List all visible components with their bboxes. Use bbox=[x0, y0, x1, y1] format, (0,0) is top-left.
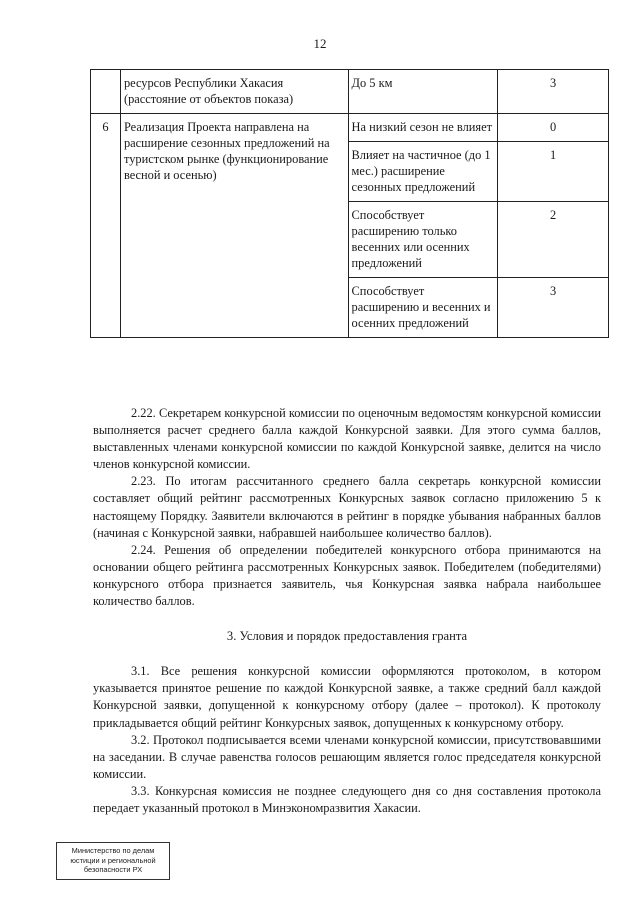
page-number: 12 bbox=[313, 36, 327, 51]
section-3-title: 3. Условия и порядок предоставления гранта bbox=[226, 629, 468, 644]
points-cell: 0 bbox=[498, 114, 609, 142]
criterion-cell: Реализация Проекта направлена на расширение сезонных предложений на туристском рынке (функционирование весной и осенью) bbox=[120, 114, 348, 338]
condition-cell: Влияет на частичное (до 1 мес.) расширение сезонных предложений bbox=[348, 142, 498, 202]
paragraph-2-23: 2.23. По итогам рассчитанного среднего балла секретарь конкурсной комиссии составляет общий рейтинг рассмотренных Конкурсных заявок согласно приложению 5 к настоящему Порядку. Заявители включаются в рейтинг в порядке убывания набранных баллов (начиная с Конкурсной заявки, набравшей наибольшее количество баллов). bbox=[93, 474, 601, 540]
points-cell: 2 bbox=[498, 202, 609, 278]
paragraph-2-24: 2.24. Решения об определении победителей конкурсного отбора принимаются на основании общего рейтинга рассмотренных Конкурсных заявок. Победителем (победителями) конкурсного отбора признается заявитель, чья Конкурсная заявка набрала наибольшее количество баллов. bbox=[93, 542, 601, 609]
row-number bbox=[91, 70, 121, 114]
criterion-cell: ресурсов Республики Хакасия (расстояние от объектов показа) bbox=[120, 70, 348, 114]
table-row bbox=[91, 114, 609, 142]
paragraph-3-2: 3.2. Протокол подписывается всеми членами конкурсной комиссии, присутствовавшими на заседании. В случае равенства голосов решающим является голос председателя конкурсной комиссии. bbox=[93, 732, 601, 781]
condition-cell: Способствует расширению только весенних или осенних предложений bbox=[348, 202, 498, 278]
points-cell: 3 bbox=[498, 278, 609, 338]
body-text bbox=[93, 405, 601, 817]
row-number: 6 bbox=[91, 114, 121, 338]
ministry-stamp bbox=[56, 842, 170, 880]
table-row bbox=[91, 70, 609, 114]
points-cell: 1 bbox=[498, 142, 609, 202]
paragraph-3-1: 3.1. Все решения конкурсной комиссии оформляются протоколом, в котором указывается принятое решение по каждой Конкурсной заявке, а также средний балл каждой Конкурсной заявки, допущенной к конкурсному отбору (далее – протокол). К протоколу прикладывается общий рейтинг Конкурсных заявок, допущенных к конкурсному отбору. bbox=[93, 664, 601, 730]
paragraph-3-3: 3.3. Конкурсная комиссия не позднее следующего дня со дня составления протокола передает указанный протокол в Минэкономразвития Хакасии. bbox=[93, 783, 601, 815]
points-cell: 3 bbox=[498, 70, 609, 114]
condition-cell: На низкий сезон не влияет bbox=[348, 114, 498, 142]
criteria-table bbox=[90, 69, 609, 338]
stamp-line: безопасности РХ bbox=[83, 865, 143, 875]
stamp-line: Министерство по делам bbox=[71, 846, 155, 855]
condition-cell: Способствует расширению и весенних и осенних предложений bbox=[348, 278, 498, 338]
stamp-line: юстиции и региональной bbox=[70, 855, 156, 865]
paragraph-2-22: 2.22. Секретарем конкурсной комиссии по оценочным ведомостям конкурсной комиссии выполняется расчет среднего балла каждой Конкурсной заявки. Для этого сумма баллов, выставленных членами конкурсной комиссии по каждой Конкурсной заявке, делится на число членов конкурсной комиссии. bbox=[93, 406, 601, 472]
condition-cell: До 5 км bbox=[348, 70, 498, 114]
